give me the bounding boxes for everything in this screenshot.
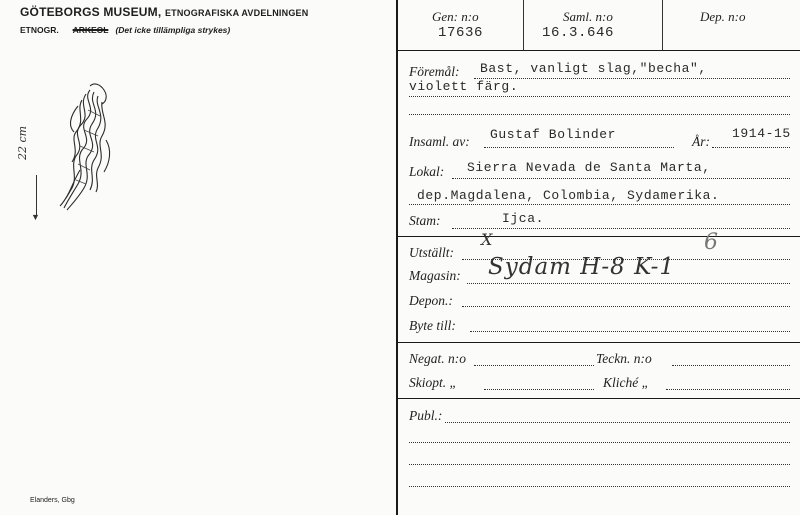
foremal-dots-2 bbox=[409, 96, 790, 97]
foremal-line2: violett färg. bbox=[409, 79, 519, 94]
magasin-value: Sydam H-8 K-1 bbox=[488, 254, 675, 280]
section-rule-1 bbox=[396, 236, 800, 237]
lokal-label: Lokal: bbox=[409, 164, 445, 179]
museum-header bbox=[20, 5, 308, 19]
utstallt-label: Utställt: bbox=[409, 245, 455, 260]
scale-line bbox=[36, 175, 37, 217]
magasin-superscript: 6 bbox=[704, 230, 718, 255]
gen-value: 17636 bbox=[438, 25, 484, 41]
category-arkeol-struck: ARKEOL bbox=[72, 25, 109, 35]
lokal-line2: dep.Magdalena, Colombia, Sydamerika. bbox=[417, 188, 720, 203]
magasin-dots bbox=[467, 283, 790, 284]
museum-name: GÖTEBORGS MUSEUM, bbox=[20, 5, 162, 19]
saml-value: 16.3.646 bbox=[542, 25, 615, 41]
ar-value: 1914-15 bbox=[732, 126, 791, 141]
ar-label: År: bbox=[692, 134, 710, 149]
teckn-label: Teckn. n:o bbox=[596, 351, 652, 366]
dep-label: Dep. n:o bbox=[700, 9, 746, 24]
section-rule-2 bbox=[396, 342, 800, 343]
foremal-dots-3 bbox=[409, 114, 790, 115]
lokal-line1: Sierra Nevada de Santa Marta, bbox=[467, 160, 711, 175]
column-divider-1 bbox=[523, 0, 524, 50]
scale-note: 22 cm bbox=[16, 125, 29, 160]
category-line bbox=[20, 25, 230, 35]
ar-dots bbox=[712, 147, 790, 148]
insaml-value: Gustaf Bolinder bbox=[490, 127, 617, 142]
depon-dots bbox=[462, 306, 790, 307]
publ-dots-4 bbox=[409, 486, 790, 487]
gen-label: Gen: n:o bbox=[432, 9, 479, 24]
department-name: ETNOGRAFISKA AVDELNINGEN bbox=[164, 8, 309, 18]
stam-dots bbox=[452, 228, 790, 229]
magasin-label: Magasin: bbox=[409, 268, 461, 283]
negat-label: Negat. n:o bbox=[409, 351, 466, 366]
teckn-dots bbox=[672, 365, 790, 366]
negat-dots bbox=[474, 365, 594, 366]
section-rule-3 bbox=[396, 398, 800, 399]
foremal-dots-1 bbox=[474, 78, 790, 79]
column-divider-2 bbox=[662, 0, 663, 50]
stam-value: Ijca. bbox=[502, 211, 545, 226]
skiopt-label: Skiopt. „ bbox=[409, 375, 458, 390]
stam-label: Stam: bbox=[409, 213, 441, 228]
scale-arrow-icon: ▼ bbox=[31, 212, 40, 222]
publ-dots-2 bbox=[409, 442, 790, 443]
category-note: (Det icke tillämpliga strykes) bbox=[115, 25, 231, 35]
category-etnogr: ETNOGR. bbox=[20, 25, 59, 35]
lokal-dots-2 bbox=[409, 204, 790, 205]
foremal-line1: Bast, vanligt slag,"becha", bbox=[480, 61, 707, 76]
depon-label: Depon.: bbox=[409, 293, 453, 308]
publ-dots-3 bbox=[409, 464, 790, 465]
foremal-label: Föremål: bbox=[409, 64, 460, 79]
cliche-dots bbox=[666, 389, 790, 390]
utstallt-value: X bbox=[481, 230, 493, 249]
publ-dots-1 bbox=[445, 422, 790, 423]
byte-label: Byte till: bbox=[409, 318, 456, 333]
header-rule bbox=[396, 50, 800, 51]
byte-dots bbox=[470, 331, 790, 332]
lokal-dots-1 bbox=[452, 178, 790, 179]
publ-label: Publ.: bbox=[409, 408, 443, 423]
saml-label: Saml. n:o bbox=[563, 9, 613, 24]
skiopt-dots bbox=[484, 389, 594, 390]
cliche-label: Kliché „ bbox=[603, 375, 650, 390]
insaml-dots bbox=[484, 147, 674, 148]
insaml-label: Insaml. av: bbox=[409, 134, 470, 149]
printer-name: Elanders, Gbg bbox=[30, 497, 75, 504]
form-left-border bbox=[396, 0, 398, 515]
